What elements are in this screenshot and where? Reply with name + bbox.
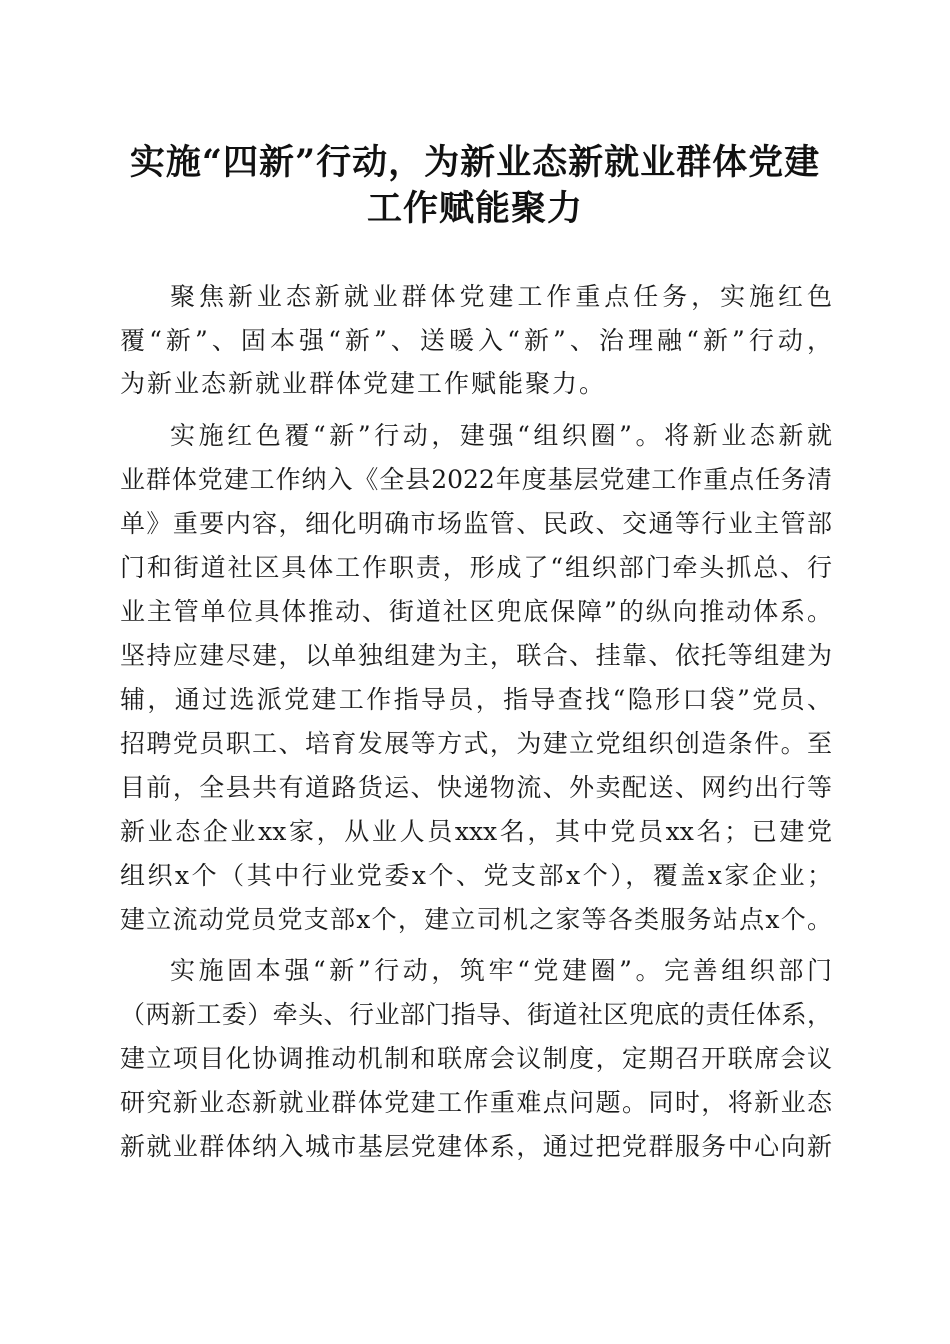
paragraph-1-line-1: 聚焦新业态新就业群体党建工作重点任务，实施红色 (170, 282, 832, 311)
paragraph-2-line-9: 目前，全县共有道路货运、快递物流、外卖配送、网约出行等 (120, 773, 832, 802)
paragraph-3-line-3: 建立项目化协调推动机制和联席会议制度，定期召开联席会议 (120, 1044, 832, 1073)
paragraph-2-line-12: 建立流动党员党支部x个，建立司机之家等各类服务站点x个。 (120, 905, 832, 934)
paragraph-1-line-3: 为新业态新就业群体党建工作赋能聚力。 (120, 369, 607, 398)
paragraph-3-line-5: 新就业群体纳入城市基层党建体系，通过把党群服务中心向新 (120, 1132, 832, 1161)
paragraph-3-line-4: 研究新业态新就业群体党建工作重难点问题。同时，将新业态 (120, 1088, 832, 1117)
paragraph-3-line-2: （两新工委）牵头、行业部门指导、街道社区兜底的责任体系， (120, 1000, 832, 1029)
paragraph-2-line-8: 招聘党员职工、培育发展等方式，为建立党组织创造条件。至 (120, 729, 832, 758)
document-title-line-2: 工作赋能聚力 (366, 188, 583, 229)
paragraph-2-line-5: 业主管单位具体推动、街道社区兜底保障”的纵向推动体系。 (120, 597, 832, 626)
paragraph-2-line-10: 新业态企业xx家，从业人员xxx名，其中党员xx名；已建党 (120, 817, 832, 846)
paragraph-2-line-1: 实施红色覆“新”行动，建强“组织圈”。将新业态新就 (170, 421, 832, 450)
paragraph-2-line-2: 业群体党建工作纳入《全县2022年度基层党建工作重点任务清 (120, 465, 832, 494)
paragraph-2-line-7: 辅，通过选派党建工作指导员，指导查找“隐形口袋”党员、 (120, 685, 832, 714)
paragraph-3-line-1: 实施固本强“新”行动，筑牢“党建圈”。完善组织部门 (170, 956, 832, 985)
document-title-line-1: 实施“四新”行动，为新业态新就业群体党建 (129, 142, 821, 183)
paragraph-1-line-2: 覆“新”、固本强“新”、送暖入“新”、治理融“新”行动， (120, 326, 832, 355)
paragraph-2-line-3: 单》重要内容，细化明确市场监管、民政、交通等行业主管部 (120, 509, 832, 538)
paragraph-2-line-11: 组织x个（其中行业党委x个、党支部x个），覆盖x家企业； (120, 861, 832, 890)
paragraph-2-line-6: 坚持应建尽建，以单独组建为主，联合、挂靠、依托等组建为 (120, 641, 832, 670)
paragraph-2-line-4: 门和街道社区具体工作职责，形成了“组织部门牵头抓总、行 (120, 553, 832, 582)
